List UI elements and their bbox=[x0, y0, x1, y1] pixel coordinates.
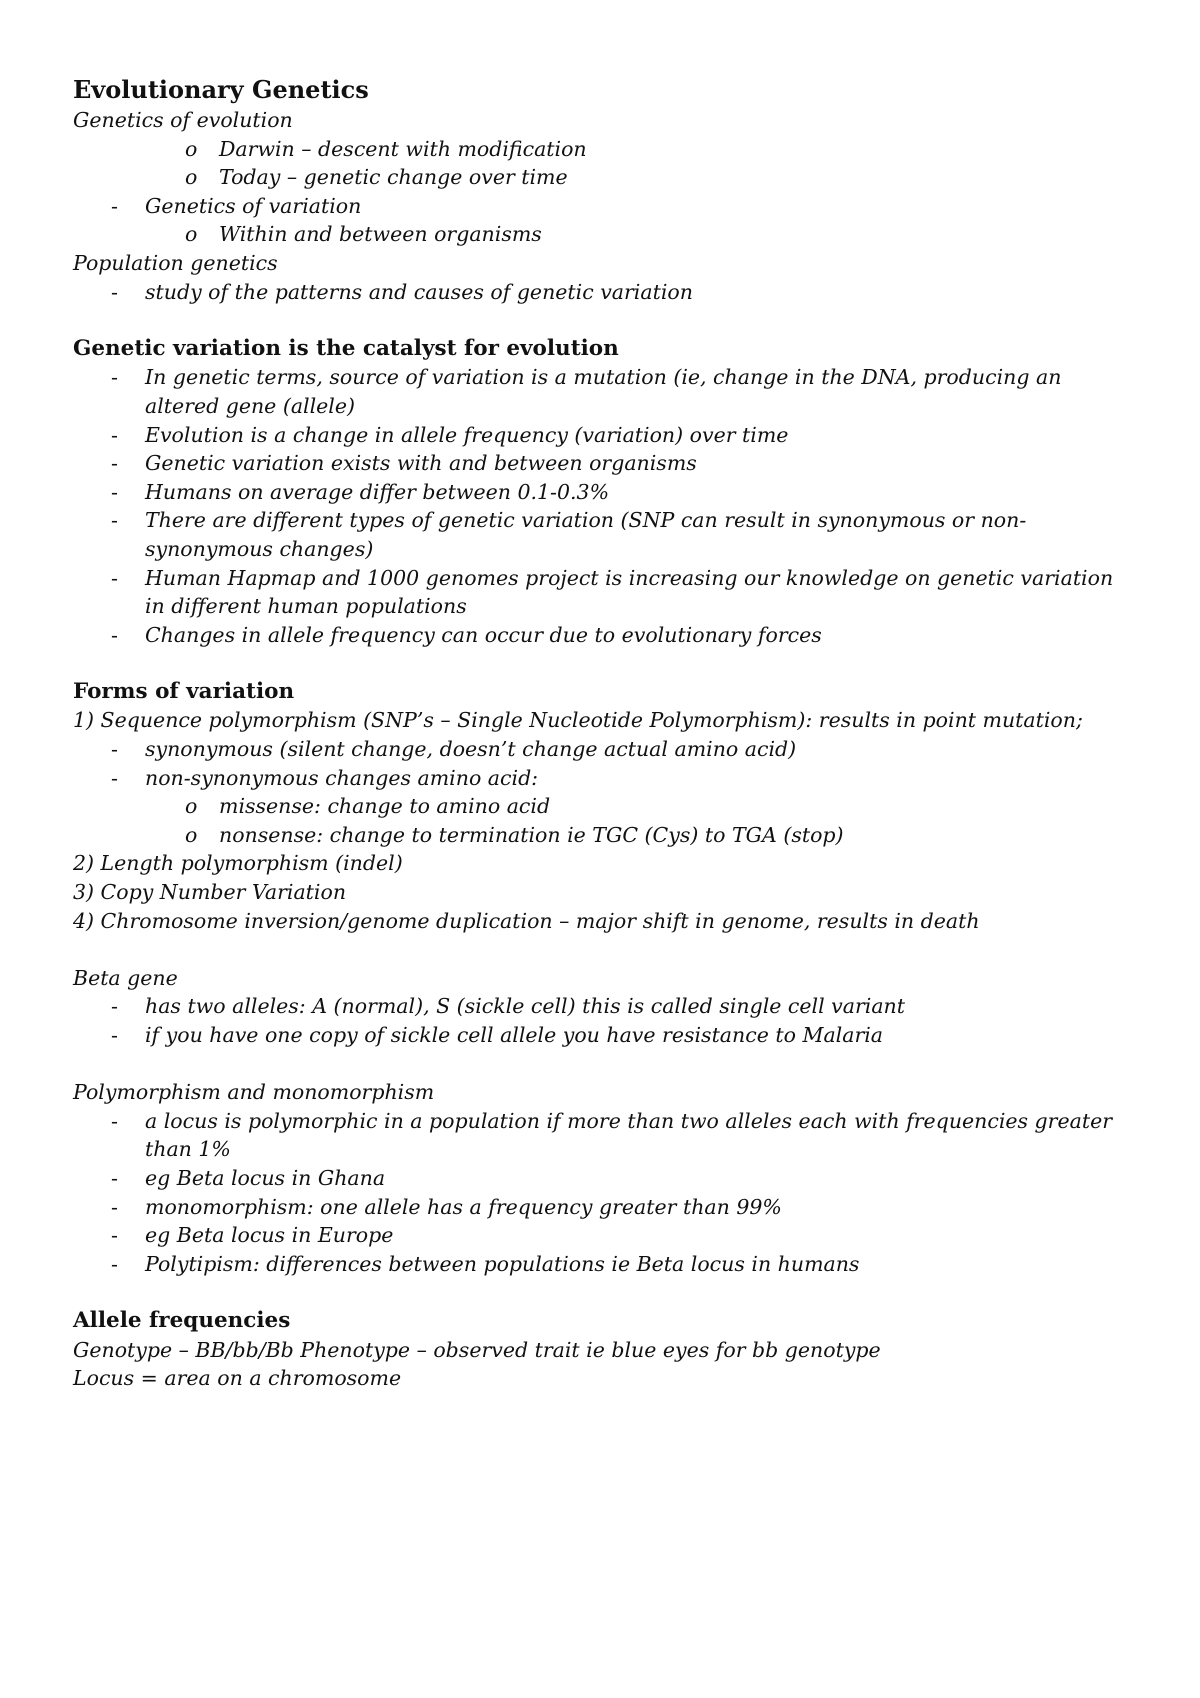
beta-gene-heading: Beta gene bbox=[73, 965, 178, 990]
list-item: - monomorphism: one allele has a frequency greater than 99% bbox=[73, 1193, 1133, 1222]
intro-subtitle: Genetics of evolution bbox=[73, 108, 293, 132]
numbered-item: 3) Copy Number Variation bbox=[73, 880, 347, 905]
dash-bullet-icon: - bbox=[111, 365, 118, 390]
spacer bbox=[73, 935, 1133, 964]
list-item: - Genetics of variation bbox=[73, 192, 1133, 221]
document-page bbox=[73, 74, 1133, 1393]
list-item: - Human Hapmap and 1000 genomes project is increasing our knowledge on genetic variation in different human populations bbox=[111, 565, 1114, 619]
allele-line: Locus = area on a chromosome bbox=[73, 1366, 402, 1391]
list-item: - In genetic terms, source of variation is a mutation (ie, change in the DNA, producing an altered gene (allele) bbox=[111, 365, 1062, 418]
list-item: - Polytipism: differences between populations ie Beta locus in humans bbox=[73, 1250, 1133, 1279]
circle-bullet-icon: o bbox=[185, 165, 198, 190]
population-genetics-heading: Population genetics bbox=[73, 250, 278, 275]
list-item: - a locus is polymorphic in a population if more than two alleles each with frequencies greater than 1% bbox=[111, 1108, 1113, 1162]
circle-bullet-icon: o bbox=[185, 222, 198, 247]
list-item: - has two alleles: A (normal), S (sickle cell) this is called single cell variant bbox=[73, 992, 1133, 1021]
spacer bbox=[73, 649, 1133, 678]
dash-bullet-icon: - bbox=[111, 1108, 118, 1133]
dash-bullet-icon: - bbox=[111, 1023, 118, 1047]
list-item: o Within and between organisms bbox=[73, 220, 1133, 249]
list-item: - study of the patterns and causes of genetic variation bbox=[73, 278, 1133, 307]
dash-bullet-icon: - bbox=[111, 1165, 118, 1190]
spacer bbox=[73, 306, 1133, 335]
dash-bullet-icon: - bbox=[111, 1251, 118, 1276]
list-item: o missense: change to amino acid bbox=[73, 792, 1133, 821]
dash-bullet-icon: - bbox=[111, 994, 118, 1019]
list-item: o Darwin – descent with modification bbox=[73, 135, 1133, 164]
spacer bbox=[73, 1050, 1133, 1079]
section-heading: Forms of variation bbox=[73, 678, 295, 704]
list-item: o Today – genetic change over time bbox=[73, 163, 1133, 192]
polymorphism-heading: Polymorphism and monomorphism bbox=[73, 1080, 435, 1105]
numbered-item: 2) Length polymorphism (indel) bbox=[73, 851, 403, 876]
spacer bbox=[73, 1278, 1133, 1307]
dash-bullet-icon: - bbox=[111, 765, 118, 790]
dash-bullet-icon: - bbox=[111, 279, 118, 304]
dash-bullet-icon: - bbox=[111, 565, 118, 590]
dash-bullet-icon: - bbox=[111, 1223, 118, 1248]
dash-bullet-icon: - bbox=[111, 422, 118, 447]
dash-bullet-icon: - bbox=[111, 479, 118, 504]
list-item: - Humans on average differ between 0.1-0.3% bbox=[73, 478, 1133, 507]
page-title: Evolutionary Genetics bbox=[73, 75, 369, 104]
list-item: - synonymous (silent change, doesn’t change actual amino acid) bbox=[73, 735, 1133, 764]
allele-line: Genotype – BB/bb/Bb Phenotype – observed trait ie blue eyes for bb genotype bbox=[73, 1337, 881, 1362]
section-heading: Genetic variation is the catalyst for evolution bbox=[73, 335, 619, 361]
numbered-item: 1) Sequence polymorphism (SNP’s – Single Nucleotide Polymorphism): results in point mutation; bbox=[73, 708, 1083, 733]
list-item: o nonsense: change to termination ie TGC (Cys) to TGA (stop) bbox=[73, 821, 1133, 850]
section-heading: Allele frequencies bbox=[73, 1307, 291, 1333]
circle-bullet-icon: o bbox=[185, 822, 198, 847]
list-item: - non-synonymous changes amino acid: bbox=[73, 764, 1133, 793]
circle-bullet-icon: o bbox=[185, 794, 198, 819]
list-item: - Genetic variation exists with and between organisms bbox=[73, 449, 1133, 478]
dash-bullet-icon: - bbox=[111, 193, 118, 218]
dash-bullet-icon: - bbox=[111, 1194, 118, 1219]
list-item: - There are different types of genetic variation (SNP can result in synonymous or non-synonymous changes) bbox=[111, 508, 1027, 561]
dash-bullet-icon: - bbox=[111, 622, 118, 647]
circle-bullet-icon: o bbox=[185, 136, 198, 161]
dash-bullet-icon: - bbox=[111, 737, 118, 762]
numbered-item: 4) Chromosome inversion/genome duplication – major shift in genome, results in death bbox=[73, 908, 980, 933]
list-item: - if you have one copy of sickle cell allele you have resistance to Malaria bbox=[73, 1021, 1133, 1050]
list-item: - Evolution is a change in allele frequency (variation) over time bbox=[73, 421, 1133, 450]
list-item: - eg Beta locus in Europe bbox=[73, 1221, 1133, 1250]
dash-bullet-icon: - bbox=[111, 508, 118, 533]
list-item: - Changes in allele frequency can occur due to evolutionary forces bbox=[73, 621, 1133, 650]
dash-bullet-icon: - bbox=[111, 451, 118, 476]
list-item: - eg Beta locus in Ghana bbox=[73, 1164, 1133, 1193]
